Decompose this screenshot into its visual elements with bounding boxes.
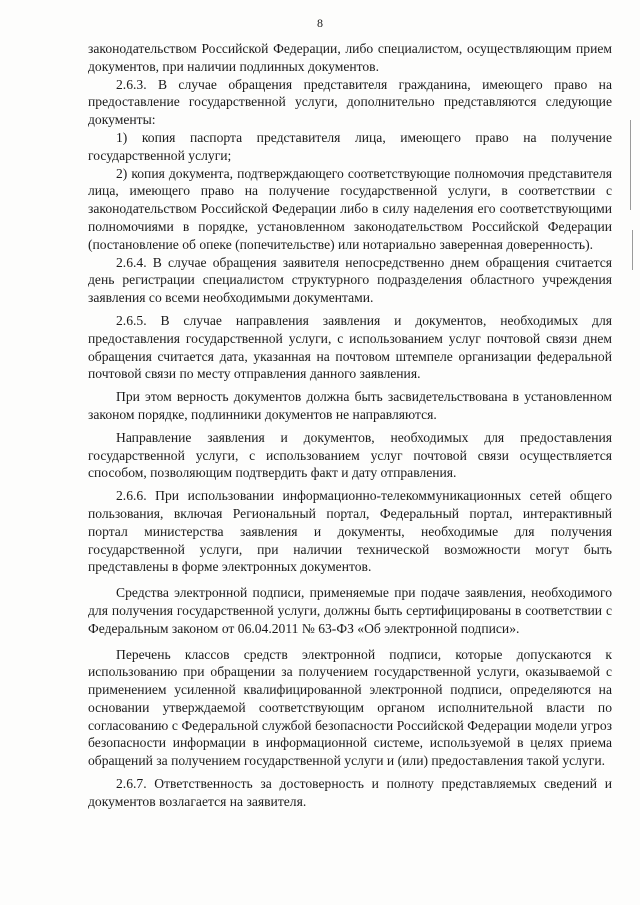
paragraph-2-6-6: 2.6.6. При использовании информационно-телекоммуникационных сетей общего пользования, включая Региональный портал, Федеральный портал, интерактивный портал министерства заявления и документы, необходимые для получения государственной услуги, при наличии технической возможности могут быть представлены в форме электронных документов.: [88, 488, 612, 575]
paragraph-continuation: законодательством Российской Федерации, либо специалистом, осуществляющим прием документов, при наличии подлинных документов.: [88, 41, 612, 74]
scan-edge-mark: [632, 230, 633, 270]
paragraph-verification: При этом верность документов должна быть засвидетельствована в установленном законом порядке, подлинники документов не направляются.: [88, 389, 612, 422]
paragraph-2-6-5: 2.6.5. В случае направления заявления и документов, необходимых для предоставления государственной услуги, с использованием услуг почтовой связи днем обращения считается дата, указанная на почтовом штемпеле организации федеральной почтовой связи по месту отправления данного заявления.: [88, 312, 612, 382]
page-number: 8: [317, 16, 323, 30]
scan-edge-mark: [630, 120, 631, 210]
paragraph-2-6-4: 2.6.4. В случае обращения заявителя непосредственно днем обращения считается день регистрации специалистом структурного подразделения областного учреждения заявления со всеми необходимыми документами.: [88, 254, 612, 306]
paragraph-2-6-3: 2.6.3. В случае обращения представителя гражданина, имеющего право на предоставление государственной услуги, дополнительно представляются следующие документы:: [88, 76, 612, 128]
paragraph-postal-method: Направление заявления и документов, необходимых для предоставления государственной услуги, с использованием услуг почтовой связи осуществляется способом, позволяющим подтвердить факт и дату отправления.: [88, 429, 612, 481]
paragraph-signature-classes: Перечень классов средств электронной подписи, которые допускаются к использованию при обращении за получением государственной услуги, оказываемой с применением усиленной квалифицированной электронной подписи, определяются на основании утверждаемой соответствующим органом исполнительной власти по согласованию с Федеральной службой безопасности Российской Федерации модели угроз безопасности информации в информационной системе, используемой в целях приема обращений за получением государственной услуги и (или) предоставления такой услуги.: [88, 646, 612, 769]
list-item-2: 2) копия документа, подтверждающего соответствующие полномочия представителя лица, имеющего право на получение государственной услуги, в соответствии с законодательством Российской Федерации либо в силу наделения его соответствующими полномочиями в порядке, установленном законодательством Российской Федерации (постановление об опеке (попечительстве) или нотариально заверенная доверенность).: [88, 165, 612, 252]
paragraph-electronic-signature: Средства электронной подписи, применяемые при подаче заявления, необходимого для получения государственной услуги, должны быть сертифицированы в соответствии с Федеральным законом от 06.04.2011 № 63-ФЗ «Об электронной подписи».: [88, 585, 612, 636]
document-body: [88, 40, 612, 811]
paragraph-2-6-7: 2.6.7. Ответственность за достоверность и полноту представляемых сведений и документов возлагается на заявителя.: [88, 776, 612, 809]
list-item-1: 1) копия паспорта представителя лица, имеющего право на получение государственной услуги;: [88, 129, 612, 163]
